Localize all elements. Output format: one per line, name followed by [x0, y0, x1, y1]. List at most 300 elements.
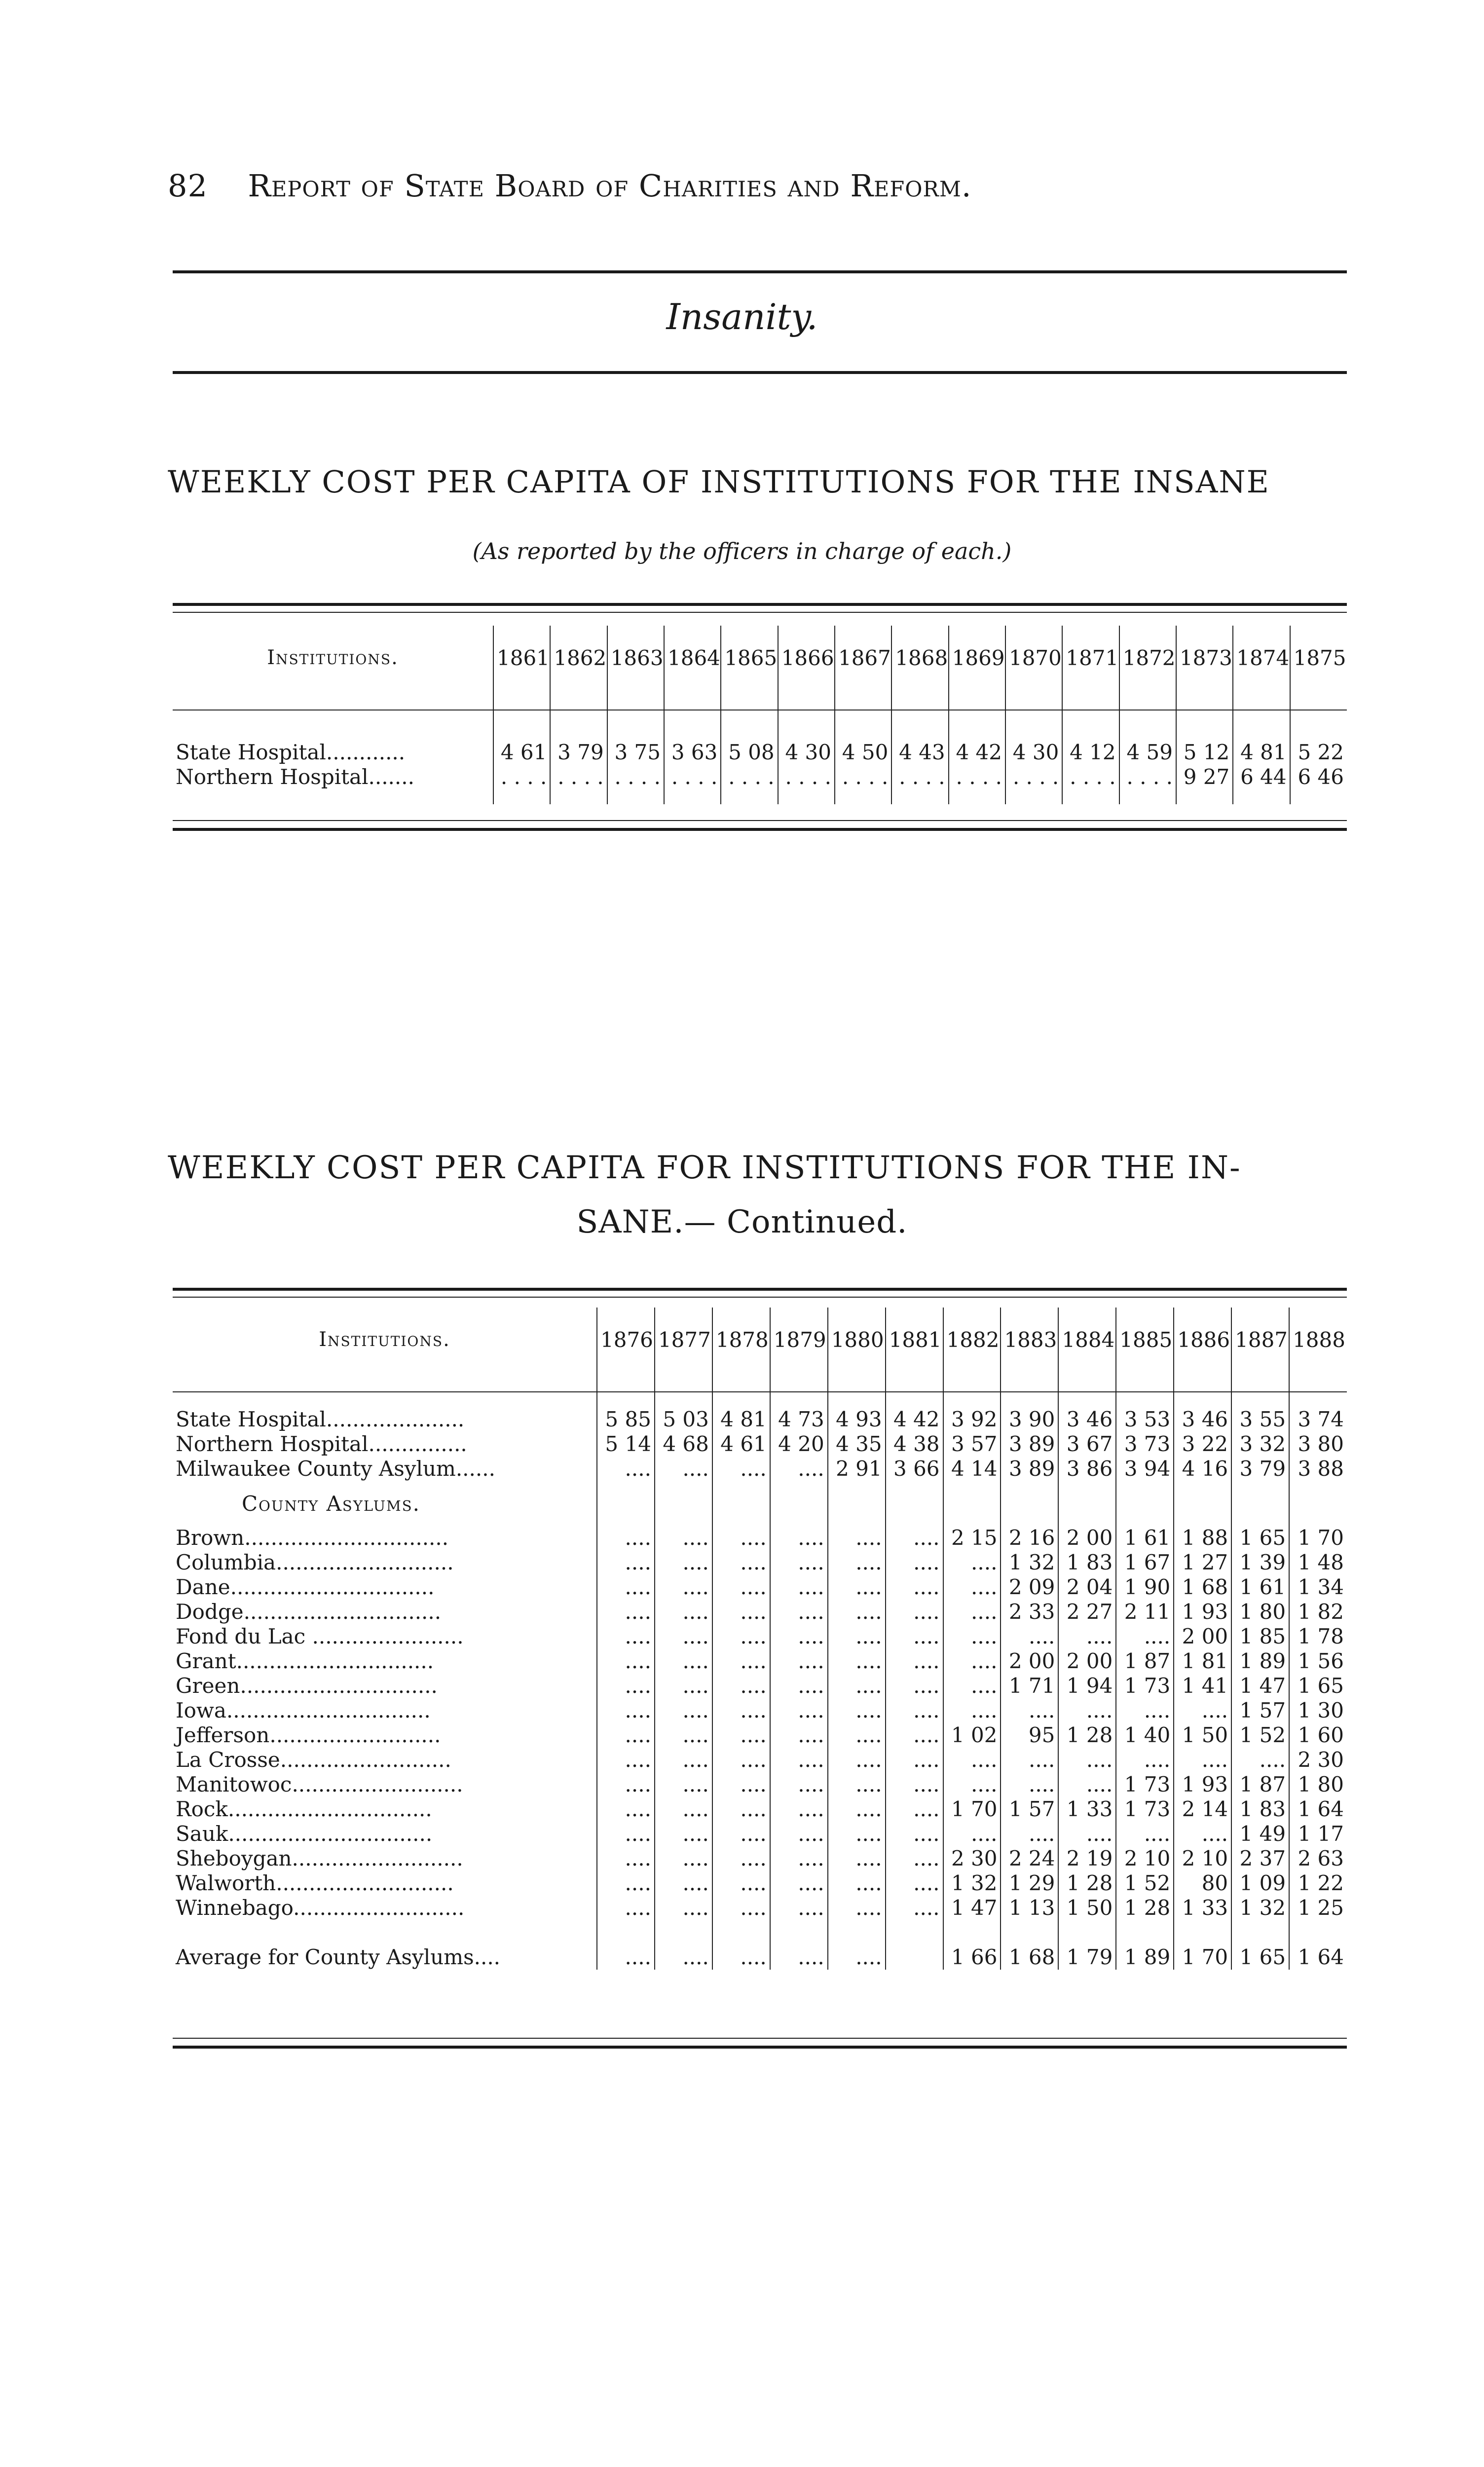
cell-value: . . . .	[778, 765, 835, 789]
header-separator	[1001, 1372, 1058, 1392]
cell-value: 5 12	[1176, 740, 1233, 765]
row-label: Sheboygan..........................	[176, 1846, 463, 1870]
cell-value: 2 14	[1174, 1797, 1231, 1822]
cell-value: ....	[712, 1698, 770, 1723]
cell-value: 2 24	[1001, 1846, 1058, 1871]
cell-value: 95	[1001, 1723, 1058, 1748]
table1-rule-top	[173, 603, 1347, 606]
row-label: Sauk...............................	[176, 1822, 433, 1846]
cell-value: 1 33	[1058, 1797, 1116, 1822]
cell-value: ....	[655, 1846, 712, 1871]
cell-value: ....	[770, 1550, 828, 1575]
column-header-year: 1864	[664, 626, 721, 690]
cell-value: 6 46	[1290, 765, 1347, 789]
cell-value: ....	[886, 1822, 943, 1846]
cell-value: 1 50	[1058, 1896, 1116, 1920]
cell-value: ....	[1001, 1822, 1058, 1846]
row-label: Dodge..............................	[176, 1600, 442, 1624]
cell-value: 1 79	[1058, 1935, 1116, 1970]
table-row	[173, 1772, 1347, 1797]
cell-value: . . . .	[721, 765, 778, 789]
cell-value: 4 81	[1233, 740, 1290, 765]
cell-value: ....	[770, 1772, 828, 1797]
header-separator	[1116, 1372, 1174, 1392]
cell-value: 3 57	[943, 1432, 1001, 1457]
table-row	[173, 1649, 1347, 1674]
cell-value: 2 27	[1058, 1600, 1116, 1624]
cell-value: ....	[597, 1575, 655, 1600]
column-header-year: 1879	[770, 1308, 828, 1372]
table1-rule-top-thin	[173, 612, 1347, 613]
row-label: Manitowoc..........................	[176, 1772, 463, 1796]
cell-value: 3 66	[886, 1457, 943, 1481]
cell-value: ....	[943, 1772, 1001, 1797]
cell-value: 1 32	[1231, 1896, 1289, 1920]
cell-value: ....	[770, 1935, 828, 1970]
cell-value: ....	[770, 1526, 828, 1550]
table-row	[173, 1797, 1347, 1822]
cell-value: ....	[770, 1896, 828, 1920]
cell-value: 4 42	[949, 740, 1005, 765]
header-separator	[721, 690, 778, 710]
cell-value: ....	[1058, 1624, 1116, 1649]
column-header-year: 1882	[943, 1308, 1001, 1372]
cell-value: 1 90	[1116, 1575, 1174, 1600]
cell-value: ....	[1174, 1822, 1231, 1846]
cell-value: 1 83	[1231, 1797, 1289, 1822]
cell-value: 1 70	[1289, 1526, 1347, 1550]
cell-value: . . . .	[664, 765, 721, 789]
column-header-institutions: Institutions.	[319, 1328, 450, 1351]
running-head	[168, 168, 972, 204]
cell-value: 1 65	[1231, 1935, 1289, 1970]
cell-value: 1 25	[1289, 1896, 1347, 1920]
table1-rule-bottom	[173, 828, 1347, 831]
header-separator	[173, 690, 493, 710]
cell-value: 3 46	[1174, 1407, 1231, 1432]
column-header-year: 1887	[1231, 1308, 1289, 1372]
table-row	[173, 1457, 1347, 1481]
cell-value: ....	[712, 1575, 770, 1600]
cell-value: ....	[597, 1896, 655, 1920]
cell-value: 4 42	[886, 1407, 943, 1432]
table-row	[173, 1935, 1347, 1970]
column-header-year: 1876	[597, 1308, 655, 1372]
cell-value: 3 75	[607, 740, 664, 765]
table-row	[173, 1723, 1347, 1748]
table-row	[173, 1550, 1347, 1575]
cell-value: ....	[1116, 1748, 1174, 1772]
cell-value: ....	[712, 1600, 770, 1624]
cell-value: ....	[1116, 1698, 1174, 1723]
cell-value: ....	[597, 1649, 655, 1674]
cell-value: . . . .	[835, 765, 891, 789]
cell-value: ....	[597, 1698, 655, 1723]
column-header-year: 1870	[1005, 626, 1062, 690]
table-row	[173, 1748, 1347, 1772]
cell-value: 1 49	[1231, 1822, 1289, 1846]
header-separator	[778, 690, 835, 710]
header-separator	[1005, 690, 1062, 710]
row-label: Grant..............................	[176, 1649, 434, 1673]
cell-value: ....	[828, 1575, 886, 1600]
cell-value: ....	[886, 1772, 943, 1797]
cell-value: 1 80	[1289, 1772, 1347, 1797]
cell-value: ....	[597, 1624, 655, 1649]
cell-value: ....	[828, 1871, 886, 1896]
table-row	[173, 1407, 1347, 1432]
cell-value: 2 00	[1174, 1624, 1231, 1649]
table-row	[173, 1526, 1347, 1550]
column-header-year: 1872	[1119, 626, 1176, 690]
cell-value: 1 93	[1174, 1600, 1231, 1624]
column-header-year: 1868	[891, 626, 948, 690]
cell-value: 1 64	[1289, 1935, 1347, 1970]
cell-value: ....	[943, 1674, 1001, 1698]
cell-value: 4 81	[712, 1407, 770, 1432]
table-row	[173, 1896, 1347, 1920]
cell-value: 3 94	[1116, 1457, 1174, 1481]
cell-value: ....	[943, 1822, 1001, 1846]
cell-value: ....	[828, 1935, 886, 1970]
cell-value: ....	[655, 1935, 712, 1970]
cell-value: 3 79	[550, 740, 607, 765]
cell-value: ....	[655, 1896, 712, 1920]
cell-value: ....	[943, 1649, 1001, 1674]
cell-value: 1 85	[1231, 1624, 1289, 1649]
cell-value: ....	[655, 1575, 712, 1600]
cell-value: ....	[597, 1600, 655, 1624]
table-row	[173, 1846, 1347, 1871]
row-label: Northern Hospital...............	[176, 1432, 467, 1456]
column-header-year: 1871	[1062, 626, 1119, 690]
cell-value: 5 08	[721, 740, 778, 765]
table-row	[173, 1432, 1347, 1457]
cell-value: 2 30	[943, 1846, 1001, 1871]
table2-rule-top-thin	[173, 1297, 1347, 1298]
cell-value: ....	[828, 1748, 886, 1772]
table2-title-line1: WEEKLY COST PER CAPITA FOR INSTITUTIONS FOR THE IN-	[168, 1150, 1241, 1186]
column-header-year: 1865	[721, 626, 778, 690]
cell-value: 1 13	[1001, 1896, 1058, 1920]
cell-value: ....	[828, 1550, 886, 1575]
table2-title-line2: SANE.— Continued.	[576, 1204, 908, 1240]
cell-value: 2 15	[943, 1526, 1001, 1550]
column-header-year: 1881	[886, 1308, 943, 1372]
cell-value: ....	[770, 1457, 828, 1481]
cell-value: 1 70	[943, 1797, 1001, 1822]
cell-value: 1 66	[943, 1935, 1001, 1970]
cell-value: ....	[770, 1748, 828, 1772]
cell-value: 1 09	[1231, 1871, 1289, 1896]
cell-value: 1 73	[1116, 1674, 1174, 1698]
cell-value: 1 39	[1231, 1550, 1289, 1575]
row-label: Average for County Asylums....	[176, 1945, 501, 1969]
cell-value: 5 14	[597, 1432, 655, 1457]
cell-value: ....	[597, 1822, 655, 1846]
cell-value: 1 28	[1116, 1896, 1174, 1920]
cell-value: 1 82	[1289, 1600, 1347, 1624]
cell-value: ....	[1174, 1698, 1231, 1723]
cell-value: 2 63	[1289, 1846, 1347, 1871]
header-separator	[891, 690, 948, 710]
cell-value: ....	[655, 1624, 712, 1649]
cell-value: ....	[712, 1674, 770, 1698]
cell-value: 3 67	[1058, 1432, 1116, 1457]
cell-value: 1 70	[1174, 1935, 1231, 1970]
cell-value: 1 57	[1231, 1698, 1289, 1723]
cell-value: 3 22	[1174, 1432, 1231, 1457]
cell-value: 2 33	[1001, 1600, 1058, 1624]
header-separator	[886, 1372, 943, 1392]
cell-value: 1 02	[943, 1723, 1001, 1748]
header-separator	[835, 690, 891, 710]
cell-value: 2 37	[1231, 1846, 1289, 1871]
cell-value: 3 63	[664, 740, 721, 765]
cell-value: 4 30	[778, 740, 835, 765]
table-row	[173, 765, 1347, 789]
header-separator	[1233, 690, 1290, 710]
cell-value: 3 46	[1058, 1407, 1116, 1432]
cell-value: 3 32	[1231, 1432, 1289, 1457]
cell-value: 1 52	[1116, 1871, 1174, 1896]
cell-value: 4 68	[655, 1432, 712, 1457]
cell-value: ....	[828, 1822, 886, 1846]
cell-value: 2 10	[1174, 1846, 1231, 1871]
column-header-year: 1880	[828, 1308, 886, 1372]
cell-value: 2 16	[1001, 1526, 1058, 1550]
column-header-year: 1875	[1290, 626, 1347, 690]
cell-value: ....	[828, 1846, 886, 1871]
column-header-year: 1883	[1001, 1308, 1058, 1372]
row-label: Winnebago..........................	[176, 1896, 465, 1920]
cell-value: 2 00	[1058, 1526, 1116, 1550]
table-row	[173, 1600, 1347, 1624]
cell-value: 1 67	[1116, 1550, 1174, 1575]
header-separator	[607, 690, 664, 710]
cell-value: 1 32	[1001, 1550, 1058, 1575]
cell-value: ....	[655, 1797, 712, 1822]
cell-value: 4 59	[1119, 740, 1176, 765]
cell-value: 80	[1174, 1871, 1231, 1896]
cell-value: 4 50	[835, 740, 891, 765]
cell-value: ....	[886, 1698, 943, 1723]
cell-value: ....	[655, 1600, 712, 1624]
cell-value: 6 44	[1233, 765, 1290, 789]
cell-value: 1 81	[1174, 1649, 1231, 1674]
cell-value: . . . .	[493, 765, 550, 789]
cell-value: 2 30	[1289, 1748, 1347, 1772]
cell-value: ....	[1001, 1772, 1058, 1797]
cell-value: 1 61	[1116, 1526, 1174, 1550]
cell-value: ....	[597, 1674, 655, 1698]
cell-value: 2 10	[1116, 1846, 1174, 1871]
header-separator	[770, 1372, 828, 1392]
cell-value: 1 89	[1231, 1649, 1289, 1674]
column-header-year: 1884	[1058, 1308, 1116, 1372]
cell-value: ....	[712, 1797, 770, 1822]
cell-value: ....	[770, 1797, 828, 1822]
cell-value: ....	[770, 1575, 828, 1600]
cell-value: ....	[828, 1649, 886, 1674]
cell-value: ....	[1116, 1624, 1174, 1649]
header-rule-bottom	[173, 371, 1347, 374]
header-separator	[1290, 690, 1347, 710]
cell-value: 1 27	[1174, 1550, 1231, 1575]
row-label: La Crosse..........................	[176, 1748, 451, 1772]
cell-value: ....	[712, 1871, 770, 1896]
cell-value: 1 47	[943, 1896, 1001, 1920]
cell-value: ....	[886, 1846, 943, 1871]
cell-value: 1 41	[1174, 1674, 1231, 1698]
cell-value: ....	[597, 1723, 655, 1748]
cell-value: 4 43	[891, 740, 948, 765]
table-row	[173, 1624, 1347, 1649]
cell-value: 4 38	[886, 1432, 943, 1457]
cell-value: ....	[712, 1649, 770, 1674]
cell-value: ....	[886, 1797, 943, 1822]
cell-value: ....	[828, 1674, 886, 1698]
header-separator	[1062, 690, 1119, 710]
cell-value: 3 80	[1289, 1432, 1347, 1457]
cell-value: ....	[655, 1649, 712, 1674]
cell-value: ....	[943, 1600, 1001, 1624]
header-separator	[1058, 1372, 1116, 1392]
table2-rule-bottom-thin	[173, 2038, 1347, 2039]
cell-value	[886, 1935, 943, 1970]
cell-value: ....	[597, 1457, 655, 1481]
cell-value: . . . .	[550, 765, 607, 789]
cell-value: ....	[655, 1526, 712, 1550]
cell-value: 1 94	[1058, 1674, 1116, 1698]
cell-value: 1 28	[1058, 1871, 1116, 1896]
cell-value: 1 48	[1289, 1550, 1347, 1575]
cell-value: ....	[712, 1935, 770, 1970]
row-label: Green..............................	[176, 1674, 438, 1698]
header-separator	[712, 1372, 770, 1392]
cell-value: ....	[886, 1896, 943, 1920]
county-asylums-heading: County Asylums.	[242, 1491, 420, 1516]
cell-value: ....	[828, 1624, 886, 1649]
running-head-title: Report of State Board of Charities and Reform.	[248, 168, 972, 204]
cell-value: 3 88	[1289, 1457, 1347, 1481]
cell-value: . . . .	[949, 765, 1005, 789]
cell-value: 4 93	[828, 1407, 886, 1432]
cell-value: ....	[655, 1822, 712, 1846]
cell-value: ....	[597, 1871, 655, 1896]
cell-value: 1 80	[1231, 1600, 1289, 1624]
cell-value: 1 73	[1116, 1797, 1174, 1822]
row-label: State Hospital.....................	[176, 1407, 465, 1431]
cell-value: ....	[712, 1772, 770, 1797]
column-header-institutions: Institutions.	[267, 646, 399, 669]
row-label: Walworth...........................	[176, 1871, 454, 1895]
cell-value: ....	[943, 1550, 1001, 1575]
cell-value: 4 35	[828, 1432, 886, 1457]
header-separator	[493, 690, 550, 710]
header-separator	[664, 690, 721, 710]
header-separator	[1119, 690, 1176, 710]
header-rule-top	[173, 270, 1347, 273]
cell-value: 1 65	[1231, 1526, 1289, 1550]
table-row	[173, 1871, 1347, 1896]
header-separator	[1176, 690, 1233, 710]
cell-value: ....	[655, 1698, 712, 1723]
cell-value: ....	[943, 1624, 1001, 1649]
cell-value: ....	[712, 1896, 770, 1920]
cell-value: 1 93	[1174, 1772, 1231, 1797]
table2-rule-top	[173, 1288, 1347, 1291]
cell-value: 1 78	[1289, 1624, 1347, 1649]
cell-value: ....	[655, 1748, 712, 1772]
header-separator	[1289, 1372, 1347, 1392]
cell-value: 1 33	[1174, 1896, 1231, 1920]
cell-value: ....	[828, 1526, 886, 1550]
column-header-year: 1862	[550, 626, 607, 690]
table1-subtitle: (As reported by the officers in charge of each.)	[472, 538, 1012, 564]
cell-value: 1 22	[1289, 1871, 1347, 1896]
cell-value: . . . .	[1005, 765, 1062, 789]
cell-value: ....	[770, 1649, 828, 1674]
column-header-year: 1873	[1176, 626, 1233, 690]
column-header-year: 1878	[712, 1308, 770, 1372]
cell-value: ....	[770, 1698, 828, 1723]
cell-value: ....	[1058, 1748, 1116, 1772]
cell-value: 1 52	[1231, 1723, 1289, 1748]
cell-value: ....	[712, 1550, 770, 1575]
cell-value: . . . .	[607, 765, 664, 789]
cell-value: 3 74	[1289, 1407, 1347, 1432]
table1	[173, 626, 1347, 804]
cell-value: ....	[1174, 1748, 1231, 1772]
cell-value: ....	[770, 1822, 828, 1846]
header-separator	[1174, 1372, 1231, 1392]
cell-value: ....	[886, 1723, 943, 1748]
cell-value: 1 56	[1289, 1649, 1347, 1674]
cell-value: 4 61	[493, 740, 550, 765]
row-label: Fond du Lac .......................	[176, 1624, 464, 1648]
row-label: Dane...............................	[176, 1575, 435, 1599]
header-separator	[655, 1372, 712, 1392]
cell-value: 2 04	[1058, 1575, 1116, 1600]
cell-value: 3 89	[1001, 1457, 1058, 1481]
row-label: Iowa...............................	[176, 1698, 431, 1722]
cell-value: ....	[1058, 1698, 1116, 1723]
cell-value: ....	[943, 1748, 1001, 1772]
cell-value: ....	[770, 1674, 828, 1698]
cell-value: 3 92	[943, 1407, 1001, 1432]
cell-value: ....	[597, 1748, 655, 1772]
cell-value: ....	[770, 1871, 828, 1896]
cell-value: ....	[597, 1935, 655, 1970]
cell-value: 2 11	[1116, 1600, 1174, 1624]
cell-value: ....	[943, 1698, 1001, 1723]
cell-value: ....	[828, 1896, 886, 1920]
cell-value: ....	[886, 1600, 943, 1624]
cell-value: 1 61	[1231, 1575, 1289, 1600]
cell-value: 1 64	[1289, 1797, 1347, 1822]
column-header-year: 1861	[493, 626, 550, 690]
cell-value: 3 86	[1058, 1457, 1116, 1481]
cell-value: 3 55	[1231, 1407, 1289, 1432]
cell-value: ....	[770, 1600, 828, 1624]
row-label: Jefferson..........................	[176, 1723, 441, 1747]
cell-value: ....	[597, 1846, 655, 1871]
cell-value: 1 73	[1116, 1772, 1174, 1797]
row-label: Columbia...........................	[176, 1550, 454, 1574]
column-header-year: 1877	[655, 1308, 712, 1372]
header-separator	[550, 690, 607, 710]
